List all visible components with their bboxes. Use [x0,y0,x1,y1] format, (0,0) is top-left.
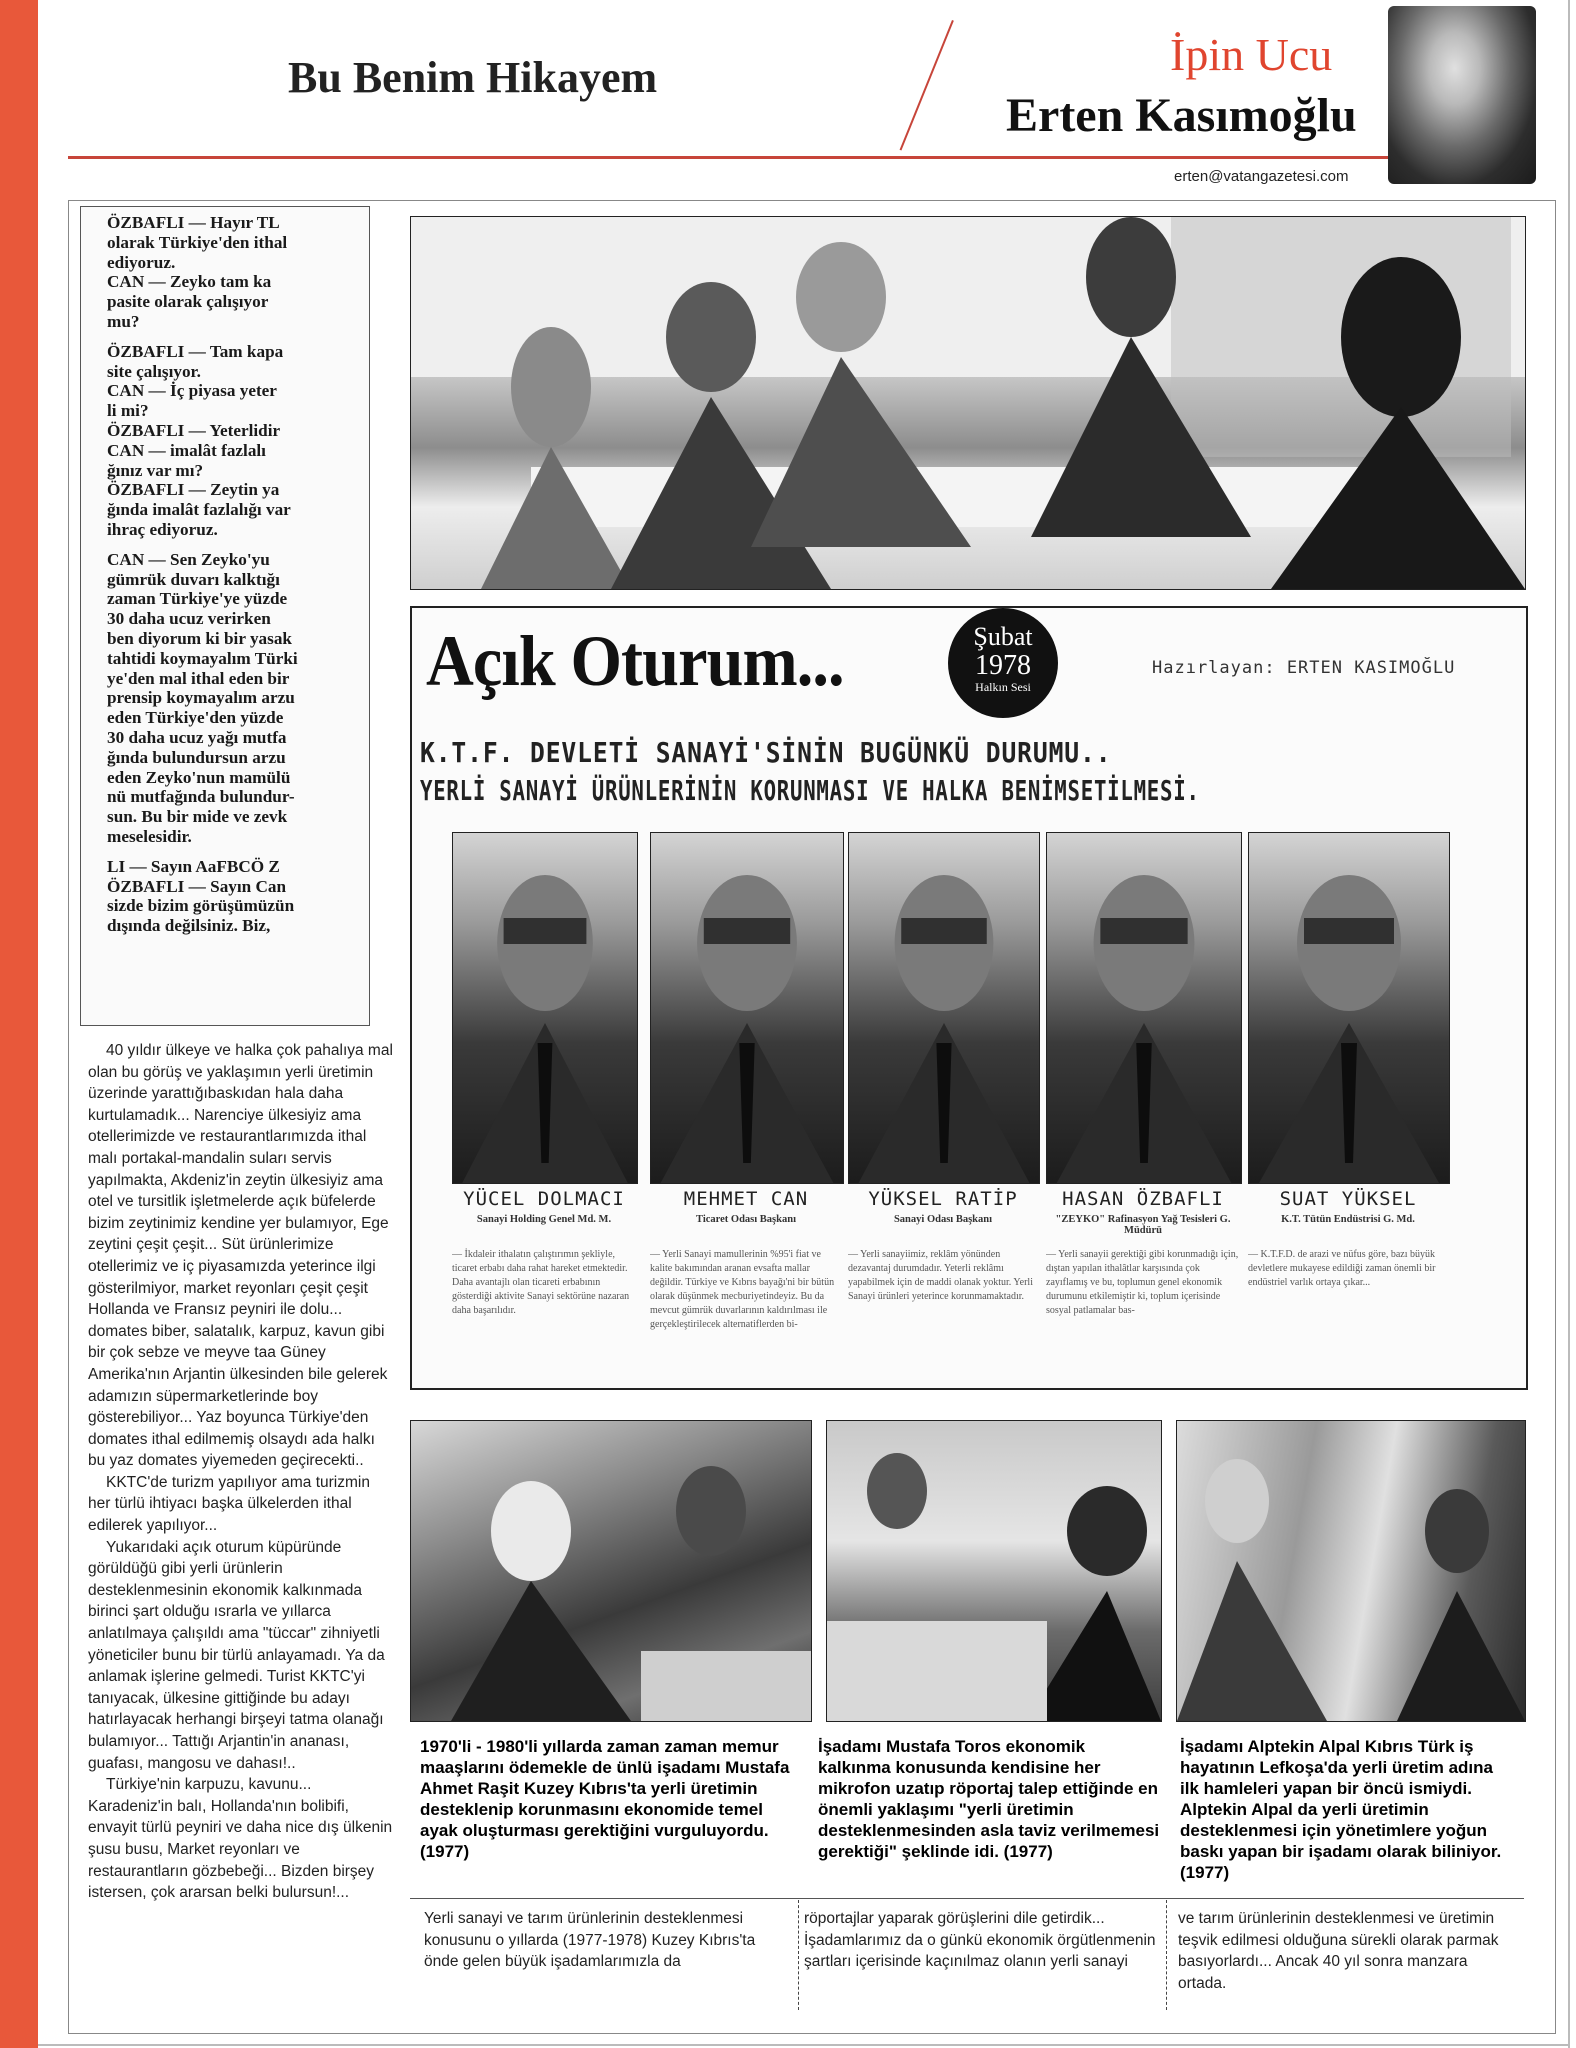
bottom-text-1: Yerli sanayi ve tarım ürünlerinin desteklenmesi konusunu o yıllarda (1977-1978) Kuzey Kıbrıs'ta önde gelen büyük işadamlarımızla da [424,1910,756,1971]
page-title: Bu Benim Hikayem [288,53,658,102]
clipping-left-text [107,213,361,936]
left-column-text [88,1040,396,1904]
clipping-line: prensip koymayalım arzu [107,688,295,708]
clipping-line: gümrük duvarı kalktığı [107,569,280,589]
panelist-statement: — İkdaleir ithalatın çalıştırımın şekliyle, ticaret erbabı daha rahat hareket etmektedir. Daha avantajlı olan ticareti erbabının gösterdiği aktivite Sanayi sektörüne nazaran daha başarılıdır. [452,1249,630,1316]
clipping-line: sun. Bu bir mide ve zevk [107,807,288,827]
clipping-line: meselesidir. [107,826,192,846]
clipping-line: pasite olarak çalışıyor [107,292,269,312]
clipping-line: eden Türkiye'den yüzde [107,708,284,728]
panelist-name: MEHMET CAN [683,1188,809,1210]
bottom-text-divider-1 [798,1900,800,2010]
clipping-line: ihraç ediyoruz. [107,519,218,539]
clipping-line: 30 daha ucuz yağı mutfa [107,727,287,747]
date-badge [948,608,1058,718]
panelist-photo [452,832,638,1184]
panelist-name: YÜKSEL RATİP [868,1188,1018,1210]
caption-3: İşadamı Alptekin Alpal Kıbrıs Türk iş hayatının Lefkoşa'da yerli üretim adına ilk hamleleri yapan bir öncü ismiydi. Alptekin Alpal da yerli üretimin desteklenmesi için yönetimlere yoğun baskı yapan bir işadamı olarak biliniyor. (1977) [1180,1737,1502,1882]
left-accent-bar [0,0,38,2048]
clipping-line: olarak Türkiye'den ithal [107,232,288,252]
left-para-2: KKTC'de turizm yapılıyor ama turizmin her türlü ihtiyacı başka ülkelerden ithal edilerek yapılıyor... [88,1473,370,1535]
clipping-line: zaman Türkiye'ye yüzde [107,589,288,609]
clipping-line: nü mutfağında bulundur- [107,787,295,807]
clipping-line: ÖZBAFLI — Hayır TL [107,213,280,232]
clipping-line: ğınız var mı? [107,460,204,480]
clipping-line: ğında imalât fazlalığı var [107,500,291,520]
panelist-title: Sanayi Holding Genel Md. M. [476,1214,612,1225]
panelist-title: Ticaret Odası Başkanı [696,1214,796,1225]
clipping-line: mu? [107,311,140,331]
clipping-byline: Hazırlayan: ERTEN KASIMOĞLU [1152,658,1456,678]
clipping-line: ÖZBAFLI — Yeterlidir [107,420,281,440]
clipping-line: ben diyorum ki bir yasak [107,628,292,648]
clipping-line: eden Zeyko'nun mamülü [107,767,291,787]
clipping-line: CAN — Zeyko tam ka [107,272,272,292]
meeting-photo [410,216,1526,590]
clipping-line: LI — Sayın AaFBCÖ Z [107,856,280,876]
photo-mustafa-toros [826,1420,1162,1722]
panelist-name: YÜCEL DOLMACI [463,1188,625,1210]
badge-year: 1978 [975,650,1031,681]
clipping-headline: Açık Oturum... [426,621,844,701]
header-divider-slash [900,20,954,151]
photo-mustafa-ahmet-rasit [410,1420,812,1722]
clipping-subhead-1: K.T.F. DEVLETİ SANAYİ'SİNİN BUGÜNKÜ DURUMU.. [420,736,1112,769]
panelist-statement: — K.T.F.D. de arazi ve nüfus göre, bazı büyük devletlere mukayese edildiği zaman önemli bir endüstriel varlık ortaya çıkar... [1248,1249,1436,1288]
author-name: Erten Kasımoğlu [1006,89,1357,142]
clipping-main [410,606,1528,1390]
panelist-statement: — Yerli sanayiimiz, reklâm yönünden dezavantaj durumdadır. Yeterli reklâmı yapabilmek için de maddi olanak yoktur. Yerli Sanayi ürünleri yeterince korunmamaktadır. [848,1249,1033,1302]
clipping-line: 30 daha ucuz verirken [107,609,271,629]
panelist-title: Sanayi Odası Başkanı [893,1214,993,1225]
author-photo [1388,6,1536,184]
panelist-statement: — Yerli sanayii gerektiği gibi korunmadığı için, dıştan yapılan ithalâtlar karşısında çok zayıflamış ve bu, toplumun genel ekonomik durumunu etkilemiştir ki, toplum içerisinde sosyal patlamalar bas- [1046,1249,1239,1316]
header-rule [68,156,1388,159]
clipping-line: CAN — imalât fazlalı [107,440,266,460]
clipping-subhead-2: YERLİ SANAYİ ÜRÜNLERİNİN KORUNMASI VE HALKA BENİMSETİLMESİ. [420,774,1200,807]
badge-month: Şubat [973,622,1033,651]
clipping-line: ğında bulundursun arzu [107,747,286,767]
clipping-line: ÖZBAFLI — Tam kapa [107,341,284,361]
clipping-line: site çalışıyor. [107,361,201,381]
clipping-left [80,206,370,1026]
panelist-photo [1248,832,1450,1184]
panelist-title: "ZEYKO" Rafinasyon Yağ Tesisleri G. Müdürü [1055,1214,1231,1236]
panelist-name: SUAT YÜKSEL [1279,1188,1417,1210]
bottom-text-rule [410,1898,1524,1899]
clipping-line: ÖZBAFLI — Zeytin ya [107,480,280,500]
clipping-line: li mi? [107,401,149,421]
clipping-line: CAN — İç piyasa yeter [107,381,277,401]
panelist-statement: — Yerli Sanayi mamullerinin %95'i fiat ve kalite bakımından aranan evsafta mallar değildir. Türkiye ve Kıbrıs bayağı'ni bir bütün olarak düşünmek mecburiyetindeyiz. Bu da mevcut gümrük duvarlarının kaldırılması ile gerçekleştirilecek alternatiflerden bi- [650,1249,835,1330]
bottom-text-3: ve tarım ürünlerinin desteklenmesi ve üretimin teşvik edilmesi olduğuna sürekli olarak parmak basıyorlardı... Ancak 40 yıl sonra manzara ortada. [1178,1910,1499,1992]
clipping-line: ÖZBAFLI — Sayın Can [107,876,287,896]
right-border [1568,0,1570,2048]
bottom-text-divider-2 [1166,1900,1168,2010]
column-name: İpin Ucu [1170,29,1333,80]
clipping-line: dışında değilsiniz. Biz, [107,916,271,936]
left-para-3: Yukarıdaki açık oturum küpüründe görüldüğü gibi yerli ürünlerin desteklenmesinin ekonomik kalkınmada birinci şart olduğu ısrarla ve yıllarca anlatılmaya çalışıldı ama "tüccar" zihniyetli yöneticiler bunu bir türlü anlayamadı. Ya da anlamak işlerine gelmedi. Turist KKTC'yi tanıyacak, ülkesine gittiğinde bu adayı hatırlayacak herhangi birşeyi tatma olanağı bulamıyor... Tattığı Arjantin'in ananası, guafası, mangosu ve dahası!.. [88,1538,385,1772]
bottom-text-2: röportajlar yaparak görüşlerini dile getirdik... İşadamlarımız da o günkü ekonomik örgütlenmenin şartları içerisinde kaçınılmaz olanın yerli sanayi [804,1910,1156,1971]
panelist-name: HASAN ÖZBAFLI [1062,1188,1224,1210]
left-para-1: 40 yıldır ülkeye ve halka çok pahalıya mal olan bu görüş ve yaklaşımın yerli üretimin üzerinde yarattığıbaskıdan hala daha kurtulamadık... Narenciye ülkesiyiz ama otellerimizde ve restaurantlarımızda ithal malı portakal-mandalin suları servis yapılmakta, Akdeniz'in zeytin ülkesiyiz ama otel ve tursitlik işletmelerde açık büfelerde bizim zeytinimiz kendine yer bulamıyor, Ege zeytini çeşit çeşit... Süt ürünlerimize otellerimiz ve iç piyasamızda yeterince ilgi gösterilmiyor, market reyonları çeşit çeşit Hollanda ve Fransız peyniri ile dolu... domates biber, salatalık, karpuz, kavun gibi bir çok sebze ve meyve taa Güney Amerika'nın Arjantin ülkesinden bile gelerek adamızın süpermarketlerinde boy gösterebiliyor... Yaz boyunca Türkiye'den domates ithal edilmemiş olsaydı ada halkı bu yaz domates yiyemeden geçirecekti.. [88,1042,393,1470]
bottom-border [38,2044,1570,2046]
panelist-photo [650,832,844,1184]
left-para-4: Türkiye'nin karpuzu, kavunu... Karadeniz'in balı, Hollanda'nın bolibifi, envayit türlü peyniri ve daha nice dış ülkenin şusu busu, Market reyonları ve restaurantların gözbebeği... Bizden birşey istersen, çok ararsan belki bulursun!... [88,1776,393,1902]
panelist-photo [848,832,1040,1184]
clipping-line: sizde bizim görüşümüzün [107,896,295,916]
caption-1: 1970'li - 1980'li yıllarda zaman zaman memur maaşlarını ödemekle de ünlü işadamı Mustafa Ahmet Raşit Kuzey Kıbrıs'ta yerli üretimin desteklenip korunmasını ekonomide temel ayak oluşturması gerektiğini vurguluyordu. (1977) [420,1737,790,1861]
panelist-photo [1046,832,1242,1184]
panelist-title: K.T. Tütün Endüstrisi G. Md. [1281,1214,1415,1225]
author-email: erten@vatangazetesi.com [1174,168,1349,185]
clipping-line: ye'den mal ithal eden bir [107,668,290,688]
clipping-line: CAN — Sen Zeyko'yu [107,549,270,569]
photo-alptekin-alpal [1176,1420,1526,1722]
clipping-line: ediyoruz. [107,252,176,272]
badge-paper: Halkın Sesi [975,680,1031,694]
caption-2: İşadamı Mustafa Toros ekonomik kalkınma konusunda kendisine her mikrofon uzatıp röportaj talep ettiğinde en önemli yaklaşımı "yerli üretimin desteklenmesinden asla taviz verilmemesi gerektiği" şeklinde idi. (1977) [818,1737,1160,1861]
clipping-line: tahtidi koymayalım Türki [107,648,298,668]
